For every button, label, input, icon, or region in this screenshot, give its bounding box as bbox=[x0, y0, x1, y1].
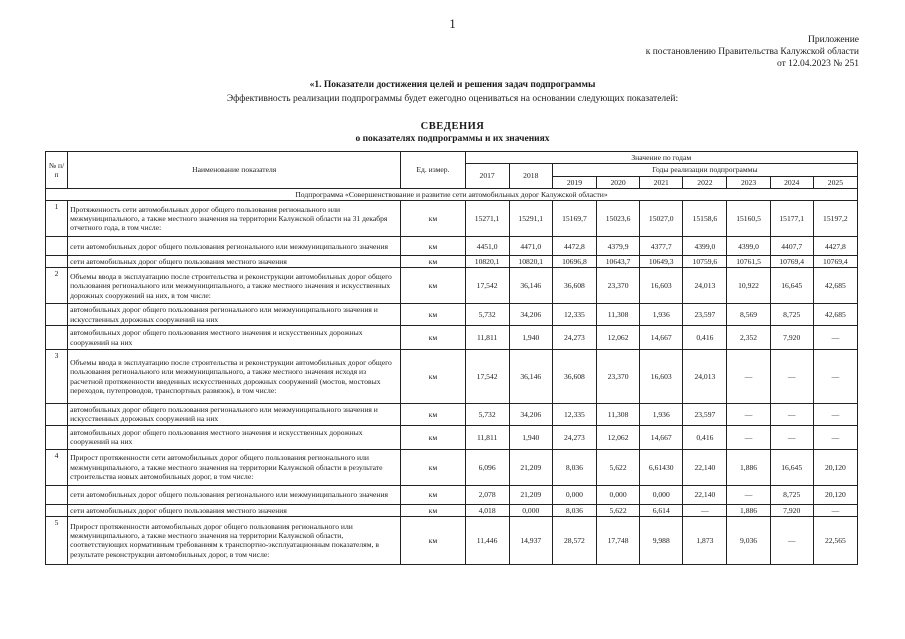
indicator-unit: км bbox=[401, 304, 465, 326]
value-cell-2021: 16,603 bbox=[640, 350, 683, 404]
value-cell-2025: — bbox=[813, 326, 857, 350]
value-cell-2018: 36,146 bbox=[509, 350, 552, 404]
indicator-name: Объемы ввода в эксплуатацию после строительства и реконструкции автомобильных дорог общего пользования регионального или межмуниципального, а также местного значения и искусственных дорожных сооружений на них, в том числе: bbox=[68, 268, 401, 304]
value-cell-2022: 24,013 bbox=[683, 350, 727, 404]
value-cell-2019: 36,608 bbox=[552, 268, 596, 304]
value-cell-2025: 20,120 bbox=[813, 485, 857, 504]
value-cell-2024: 16,645 bbox=[770, 268, 813, 304]
header-values-by-year: Значение по годам bbox=[465, 152, 857, 164]
row-number bbox=[46, 256, 68, 268]
value-cell-2018: 14,937 bbox=[509, 516, 552, 564]
value-cell-2019: 24,273 bbox=[552, 326, 596, 350]
value-cell-2024: 8,725 bbox=[770, 304, 813, 326]
value-cell-2021: 16,603 bbox=[640, 268, 683, 304]
value-cell-2021: 15027,0 bbox=[640, 201, 683, 237]
value-cell-2020: 23,370 bbox=[597, 350, 640, 404]
page-number: 1 bbox=[449, 16, 456, 31]
row-number: 1 bbox=[46, 201, 68, 237]
value-cell-2018: 15291,1 bbox=[509, 201, 552, 237]
value-cell-2018: 1,940 bbox=[509, 425, 552, 449]
value-cell-2020: 4379,9 bbox=[597, 237, 640, 256]
value-cell-2022: 0,416 bbox=[683, 425, 727, 449]
value-cell-2017: 11,811 bbox=[465, 326, 509, 350]
value-cell-2017: 17,542 bbox=[465, 268, 509, 304]
value-cell-2019: 0,000 bbox=[552, 485, 596, 504]
header-year-2022: 2022 bbox=[683, 176, 727, 188]
indicator-name: сети автомобильных дорог общего пользования местного значения bbox=[68, 256, 401, 268]
value-cell-2018: 21,209 bbox=[509, 485, 552, 504]
indicator-name: Объемы ввода в эксплуатацию после строительства и реконструкции автомобильных дорог общего пользования регионального или межмуниципального, а также местного значения исходя из расчетной протяженности введенных искусственных дорожных сооружений (мостов, мостовых переходов, путепроводов, транспортных развязок), в том числе: bbox=[68, 350, 401, 404]
value-cell-2017: 11,811 bbox=[465, 425, 509, 449]
value-cell-2021: 4377,7 bbox=[640, 237, 683, 256]
header-name: Наименование показателя bbox=[68, 152, 401, 189]
value-cell-2025: 20,120 bbox=[813, 449, 857, 485]
program-title: Подпрограмма «Совершенствование и развитие сети автомобильных дорог Калужской области» bbox=[46, 188, 858, 200]
value-cell-2019: 28,572 bbox=[552, 516, 596, 564]
value-cell-2023: — bbox=[727, 404, 770, 426]
value-cell-2019: 4472,8 bbox=[552, 237, 596, 256]
indicator-unit: км bbox=[401, 350, 465, 404]
table-row bbox=[46, 404, 858, 426]
value-cell-2023: — bbox=[727, 485, 770, 504]
value-cell-2021: 1,936 bbox=[640, 304, 683, 326]
value-cell-2024: 7,920 bbox=[770, 326, 813, 350]
appendix-line-1: Приложение bbox=[808, 35, 859, 45]
header-year-2024: 2024 bbox=[770, 176, 813, 188]
indicator-unit: км bbox=[401, 237, 465, 256]
value-cell-2019: 12,335 bbox=[552, 304, 596, 326]
value-cell-2022: 24,013 bbox=[683, 268, 727, 304]
value-cell-2023: — bbox=[727, 350, 770, 404]
indicator-name: сети автомобильных дорог общего пользования местного значения bbox=[68, 504, 401, 516]
table-row bbox=[46, 304, 858, 326]
table-row bbox=[46, 256, 858, 268]
value-cell-2024: 15177,1 bbox=[770, 201, 813, 237]
indicator-name: Прирост протяженности сети автомобильных дорог общего пользования регионального или межмуниципального, а также местного значения на территории Калужской области в результате строительства новых автомобильных дорог, в том числе: bbox=[68, 449, 401, 485]
value-cell-2023: 8,569 bbox=[727, 304, 770, 326]
table-row bbox=[46, 425, 858, 449]
indicator-unit: км bbox=[401, 404, 465, 426]
value-cell-2023: 10761,5 bbox=[727, 256, 770, 268]
value-cell-2018: 0,000 bbox=[509, 504, 552, 516]
value-cell-2021: 6,614 bbox=[640, 504, 683, 516]
row-number bbox=[46, 485, 68, 504]
indicator-unit: км bbox=[401, 256, 465, 268]
appendix-line-2: к постановлению Правительства Калужской области bbox=[645, 47, 859, 57]
value-cell-2022: 1,873 bbox=[683, 516, 727, 564]
value-cell-2020: 11,308 bbox=[597, 404, 640, 426]
value-cell-2018: 21,209 bbox=[509, 449, 552, 485]
table-title: СВЕДЕНИЯ bbox=[420, 121, 485, 132]
value-cell-2025: — bbox=[813, 504, 857, 516]
table-row bbox=[46, 237, 858, 256]
value-cell-2022: 10759,6 bbox=[683, 256, 727, 268]
indicator-unit: км bbox=[401, 485, 465, 504]
value-cell-2022: 22,140 bbox=[683, 449, 727, 485]
value-cell-2023: 1,886 bbox=[727, 504, 770, 516]
header-implementation-years: Годы реализации подпрограммы bbox=[552, 164, 857, 176]
value-cell-2024: 7,920 bbox=[770, 504, 813, 516]
indicator-unit: км bbox=[401, 449, 465, 485]
value-cell-2017: 17,542 bbox=[465, 350, 509, 404]
table-row bbox=[46, 268, 858, 304]
value-cell-2024: 8,725 bbox=[770, 485, 813, 504]
row-number bbox=[46, 404, 68, 426]
header-unit: Ед. измер. bbox=[401, 152, 465, 189]
header-num: № п/п bbox=[46, 152, 68, 189]
value-cell-2019: 24,273 bbox=[552, 425, 596, 449]
header-year-2021: 2021 bbox=[640, 176, 683, 188]
value-cell-2020: 0,000 bbox=[597, 485, 640, 504]
row-number bbox=[46, 504, 68, 516]
value-cell-2023: 1,886 bbox=[727, 449, 770, 485]
row-number: 3 bbox=[46, 350, 68, 404]
value-cell-2020: 11,308 bbox=[597, 304, 640, 326]
value-cell-2023: 10,922 bbox=[727, 268, 770, 304]
value-cell-2017: 5,732 bbox=[465, 404, 509, 426]
appendix-line-3: от 12.04.2023 № 251 bbox=[777, 59, 859, 69]
value-cell-2021: 9,988 bbox=[640, 516, 683, 564]
appendix-block bbox=[646, 34, 859, 70]
value-cell-2025: 22,565 bbox=[813, 516, 857, 564]
table-row bbox=[46, 201, 858, 237]
row-number: 4 bbox=[46, 449, 68, 485]
value-cell-2017: 2,078 bbox=[465, 485, 509, 504]
value-cell-2019: 12,335 bbox=[552, 404, 596, 426]
value-cell-2017: 4451,0 bbox=[465, 237, 509, 256]
indicator-unit: км bbox=[401, 201, 465, 237]
indicator-unit: км bbox=[401, 504, 465, 516]
table-row bbox=[46, 516, 858, 564]
value-cell-2019: 10696,8 bbox=[552, 256, 596, 268]
value-cell-2018: 34,206 bbox=[509, 404, 552, 426]
value-cell-2021: 0,000 bbox=[640, 485, 683, 504]
value-cell-2025: 10769,4 bbox=[813, 256, 857, 268]
value-cell-2024: — bbox=[770, 425, 813, 449]
value-cell-2020: 10643,7 bbox=[597, 256, 640, 268]
row-number bbox=[46, 304, 68, 326]
indicators-table bbox=[45, 151, 858, 565]
value-cell-2022: 23,597 bbox=[683, 404, 727, 426]
value-cell-2018: 34,206 bbox=[509, 304, 552, 326]
indicator-unit: км bbox=[401, 326, 465, 350]
indicator-name: Протяженность сети автомобильных дорог общего пользования регионального или межмуниципального, а также местного значения на территории Калужской области на 31 декабря отчетного года, в том числе: bbox=[68, 201, 401, 237]
value-cell-2020: 17,748 bbox=[597, 516, 640, 564]
header-year-2025: 2025 bbox=[813, 176, 857, 188]
row-number: 2 bbox=[46, 268, 68, 304]
value-cell-2023: — bbox=[727, 425, 770, 449]
section-intro: Эффективность реализации подпрограммы будет ежегодно оцениваться на основании следующих показателей: bbox=[226, 94, 679, 104]
table-row bbox=[46, 449, 858, 485]
value-cell-2022: 23,597 bbox=[683, 304, 727, 326]
value-cell-2019: 8,036 bbox=[552, 504, 596, 516]
value-cell-2021: 1,936 bbox=[640, 404, 683, 426]
row-number bbox=[46, 326, 68, 350]
value-cell-2017: 11,446 bbox=[465, 516, 509, 564]
value-cell-2022: 4399,0 bbox=[683, 237, 727, 256]
value-cell-2023: 2,352 bbox=[727, 326, 770, 350]
value-cell-2020: 12,062 bbox=[597, 326, 640, 350]
section-heading: «1. Показатели достижения целей и решения задач подпрограммы bbox=[309, 80, 596, 90]
value-cell-2024: — bbox=[770, 350, 813, 404]
value-cell-2018: 1,940 bbox=[509, 326, 552, 350]
value-cell-2025: — bbox=[813, 350, 857, 404]
value-cell-2018: 10820,1 bbox=[509, 256, 552, 268]
indicator-unit: км bbox=[401, 425, 465, 449]
value-cell-2020: 15023,6 bbox=[597, 201, 640, 237]
value-cell-2022: 15158,6 bbox=[683, 201, 727, 237]
value-cell-2022: — bbox=[683, 504, 727, 516]
indicator-name: автомобильных дорог общего пользования регионального или межмуниципального значения и искусственных дорожных сооружений на них bbox=[68, 404, 401, 426]
value-cell-2020: 5,622 bbox=[597, 504, 640, 516]
value-cell-2017: 15271,1 bbox=[465, 201, 509, 237]
indicator-name: Прирост протяженности автомобильных дорог общего пользования регионального или межмуниципального, а также местного значения на территории Калужской области, соответствующих нормативным требованиям к транспортно-эксплуатационным показателям, в результате реконструкции автомобильных дорог, в том числе: bbox=[68, 516, 401, 564]
value-cell-2018: 4471,0 bbox=[509, 237, 552, 256]
value-cell-2021: 10649,3 bbox=[640, 256, 683, 268]
row-number bbox=[46, 425, 68, 449]
value-cell-2021: 6,61430 bbox=[640, 449, 683, 485]
value-cell-2023: 4399,0 bbox=[727, 237, 770, 256]
header-year-2020: 2020 bbox=[597, 176, 640, 188]
value-cell-2019: 15169,7 bbox=[552, 201, 596, 237]
value-cell-2021: 14,667 bbox=[640, 425, 683, 449]
value-cell-2023: 15160,5 bbox=[727, 201, 770, 237]
value-cell-2020: 5,622 bbox=[597, 449, 640, 485]
value-cell-2024: 4407,7 bbox=[770, 237, 813, 256]
value-cell-2017: 6,096 bbox=[465, 449, 509, 485]
value-cell-2025: 4427,8 bbox=[813, 237, 857, 256]
indicator-name: автомобильных дорог общего пользования местного значения и искусственных дорожных сооружений на них bbox=[68, 326, 401, 350]
indicator-name: сети автомобильных дорог общего пользования регионального или межмуниципального значения bbox=[68, 485, 401, 504]
indicator-name: сети автомобильных дорог общего пользования регионального или межмуниципального значения bbox=[68, 237, 401, 256]
table-row bbox=[46, 504, 858, 516]
value-cell-2025: 15197,2 bbox=[813, 201, 857, 237]
table-subtitle: о показателях подпрограммы и их значениях bbox=[355, 134, 550, 144]
value-cell-2018: 36,146 bbox=[509, 268, 552, 304]
indicator-name: автомобильных дорог общего пользования регионального или межмуниципального значения и искусственных дорожных сооружений на них bbox=[68, 304, 401, 326]
value-cell-2022: 22,140 bbox=[683, 485, 727, 504]
value-cell-2025: — bbox=[813, 404, 857, 426]
value-cell-2025: 42,685 bbox=[813, 304, 857, 326]
value-cell-2017: 10820,1 bbox=[465, 256, 509, 268]
value-cell-2025: 42,685 bbox=[813, 268, 857, 304]
header-year-2019: 2019 bbox=[552, 176, 596, 188]
value-cell-2020: 23,370 bbox=[597, 268, 640, 304]
value-cell-2024: 10769,4 bbox=[770, 256, 813, 268]
value-cell-2021: 14,667 bbox=[640, 326, 683, 350]
value-cell-2024: — bbox=[770, 404, 813, 426]
header-year-2023: 2023 bbox=[727, 176, 770, 188]
indicator-unit: км bbox=[401, 268, 465, 304]
value-cell-2025: — bbox=[813, 425, 857, 449]
indicator-name: автомобильных дорог общего пользования местного значения и искусственных дорожных сооружений на них bbox=[68, 425, 401, 449]
value-cell-2024: — bbox=[770, 516, 813, 564]
table-row bbox=[46, 485, 858, 504]
table-row bbox=[46, 326, 858, 350]
table-row bbox=[46, 350, 858, 404]
value-cell-2020: 12,062 bbox=[597, 425, 640, 449]
header-year-2018: 2018 bbox=[509, 164, 552, 189]
indicator-unit: км bbox=[401, 516, 465, 564]
row-number: 5 bbox=[46, 516, 68, 564]
row-number bbox=[46, 237, 68, 256]
value-cell-2017: 4,018 bbox=[465, 504, 509, 516]
value-cell-2024: 16,645 bbox=[770, 449, 813, 485]
value-cell-2017: 5,732 bbox=[465, 304, 509, 326]
value-cell-2019: 36,608 bbox=[552, 350, 596, 404]
value-cell-2023: 9,036 bbox=[727, 516, 770, 564]
value-cell-2022: 0,416 bbox=[683, 326, 727, 350]
value-cell-2019: 8,036 bbox=[552, 449, 596, 485]
header-year-2017: 2017 bbox=[465, 164, 509, 189]
